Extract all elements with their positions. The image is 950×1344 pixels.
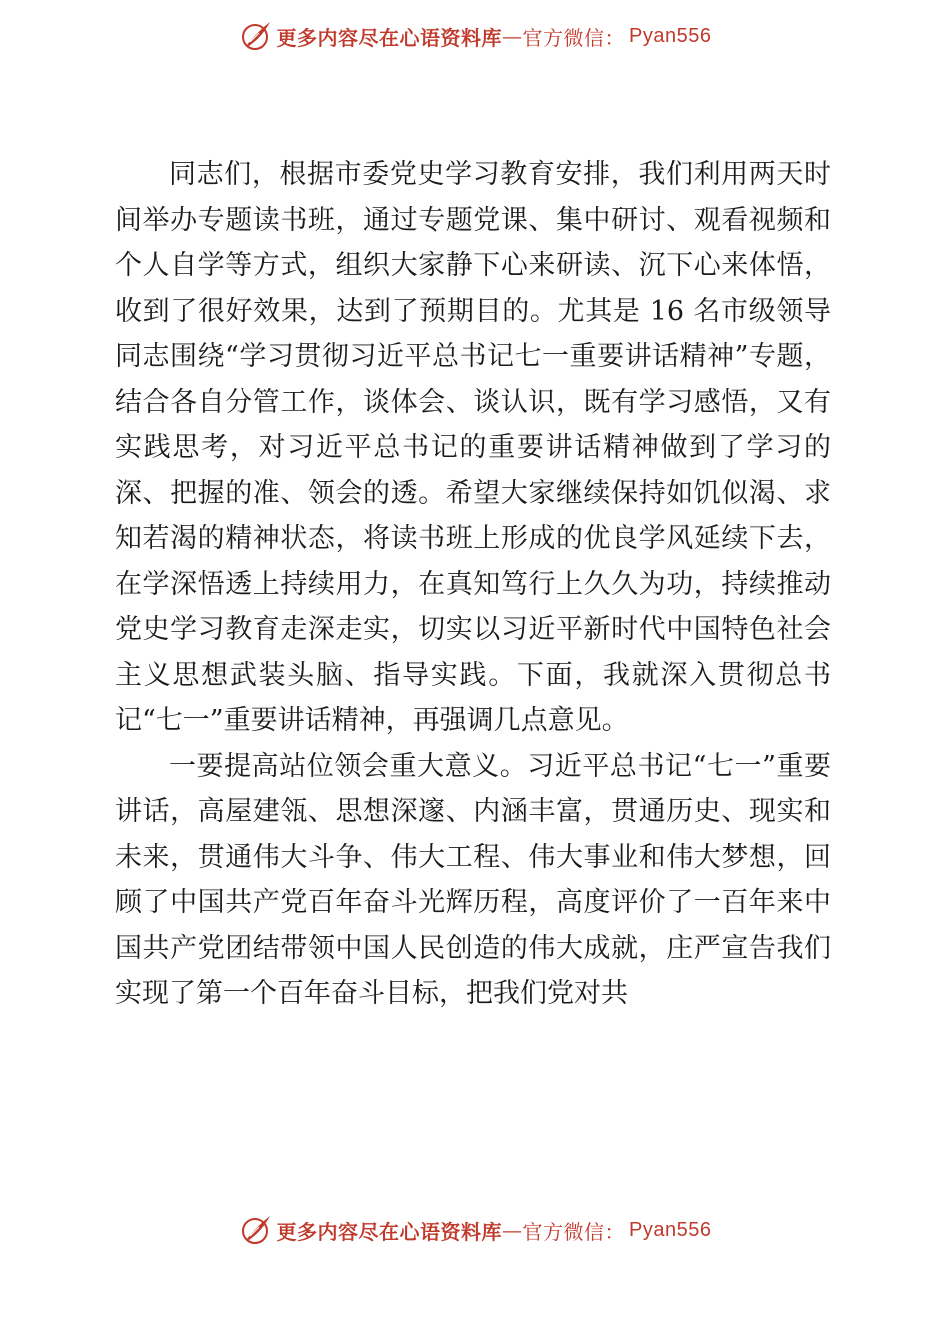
header-watermark <box>0 16 950 56</box>
footer-watermark <box>0 1210 950 1250</box>
document-body <box>115 152 831 1017</box>
header-separator: — <box>502 24 523 48</box>
footer-site-text: 更多内容尽在心语资料库 <box>276 1219 503 1244</box>
footer-wechat-label: 官方微信： <box>522 1219 626 1244</box>
quill-logo-icon <box>239 19 273 53</box>
quill-logo-icon <box>239 1213 273 1247</box>
footer-separator: — <box>502 1218 523 1242</box>
footer-wechat-id: Pyan556 <box>629 1218 712 1241</box>
paragraph-1: 同志们，根据市委党史学习教育安排，我们利用两天时间举办专题读书班，通过专题党课、集中研讨、观看视频和个人自学等方式，组织大家静下心来研读、沉下心来体悟，收到了很好效果，达到了预期目的。尤其是 16 名市级领导同志围绕“学习贯彻习近平总书记七一重要讲话精神”专题，结合各自分管工作，谈体会、谈认识，既有学习感悟，又有实践思考，对习近平总书记的重要讲话精神做到了学习的深、把握的准、领会的透。希望大家继续保持如饥似渴、求知若渴的精神状态，将读书班上形成的优良学风延续下去，在学深悟透上持续用力，在真知笃行上久久为功，持续推动党史学习教育走深走实，切实以习近平新时代中国特色社会主义思想武装头脑、指导实践。下面，我就深入贯彻总书记“七一”重要讲话精神，再强调几点意见。 <box>115 159 831 736</box>
header-wechat-label: 官方微信： <box>522 25 626 50</box>
header-site-text: 更多内容尽在心语资料库 <box>276 25 503 50</box>
header-wechat-id: Pyan556 <box>629 24 712 47</box>
paragraph-2: 一要提高站位领会重大意义。习近平总书记“七一”重要讲话，高屋建瓴、思想深邃、内涵丰富，贯通历史、现实和未来，贯通伟大斗争、伟大工程、伟大事业和伟大梦想，回顾了中国共产党百年奋斗光辉历程，高度评价了一百年来中国共产党团结带领中国人民创造的伟大成就，庄严宣告我们实现了第一个百年奋斗目标，把我们党对共 <box>115 750 831 1009</box>
